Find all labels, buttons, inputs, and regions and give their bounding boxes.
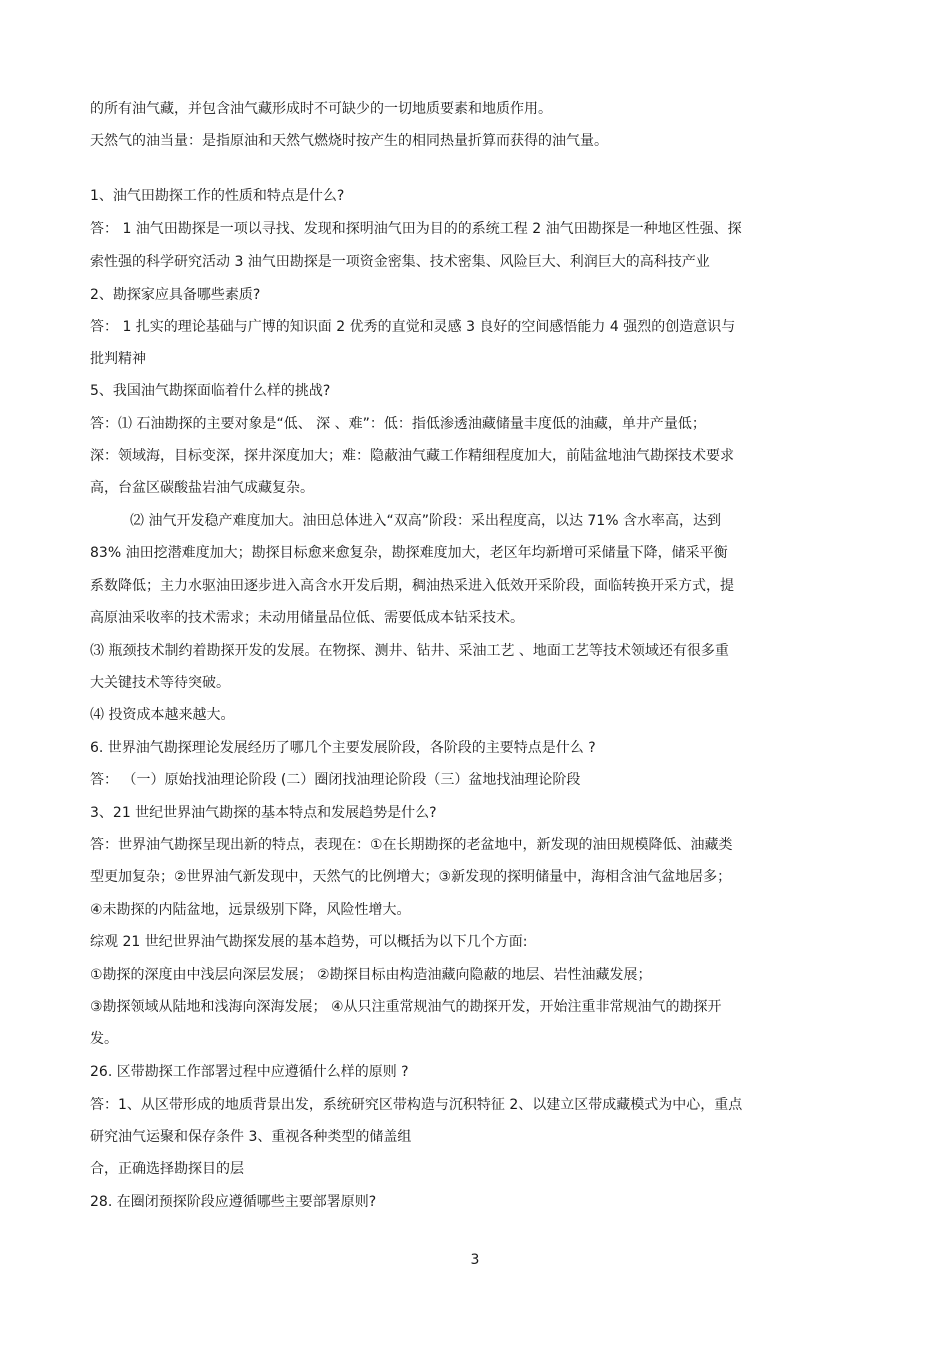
text-line: ①勘探的深度由中浅层向深层发展； ②勘探目标由构造油藏向隐蔽的地层、岩性油藏发展； — [90, 967, 652, 983]
question-heading: 5、我国油气勘探面临着什么样的挑战? — [90, 383, 331, 399]
text-line: 高，台盆区碳酸盐岩油气成藏复杂。 — [90, 480, 314, 496]
question-heading: 2、勘探家应具备哪些素质? — [90, 287, 261, 303]
text-line: 天然气的油当量：是指原油和天然气燃烧时按产生的相同热量折算而获得的油气量。 — [90, 133, 608, 149]
question-heading: 28. 在圈闭预探阶段应遵循哪些主要部署原则? — [90, 1194, 377, 1210]
question-heading: 1、油气田勘探工作的性质和特点是什么? — [90, 188, 345, 204]
text-line: 综观 21 世纪世界油气勘探发展的基本趋势，可以概括为以下几个方面: — [90, 934, 528, 950]
text-line: 83% 油田挖潜难度加大；勘探目标愈来愈复杂，勘探难度加大，老区年均新增可采储量下降，储采平衡 — [90, 545, 728, 561]
answer-line: 答： （一）原始找油理论阶段 (二）圈闭找油理论阶段（三）盆地找油理论阶段 — [90, 772, 581, 788]
page-number: 3 — [470, 1252, 480, 1268]
text-line: 索性强的科学研究活动 3 油气田勘探是一项资金密集、技术密集、风险巨大、利润巨大的高科技产业 — [90, 254, 710, 270]
text-line: ⑷ 投资成本越来越大。 — [90, 707, 235, 723]
text-line: ⑵ 油气开发稳产难度加大。油田总体进入“双高”阶段：采出程度高，以达 71% 含水率高，达到 — [130, 513, 721, 529]
text-line: 发。 — [90, 1031, 118, 1047]
question-heading: 6. 世界油气勘探理论发展经历了哪几个主要发展阶段，各阶段的主要特点是什么 ? — [90, 740, 596, 756]
text-line: 大关键技术等待突破。 — [90, 675, 230, 691]
answer-line: 答：世界油气勘探呈现出新的特点，表现在：①在长期勘探的老盆地中，新发现的油田规模降低、油藏类 — [90, 837, 733, 853]
text-line: 合，正确选择勘探目的层 — [90, 1161, 244, 1177]
question-heading: 26. 区带勘探工作部署过程中应遵循什么样的原则 ? — [90, 1064, 409, 1080]
text-line: 高原油采收率的技术需求；未动用储量品位低、需要低成本钻采技术。 — [90, 610, 524, 626]
text-line: ③勘探领域从陆地和浅海向深海发展； ④从只注重常规油气的勘探开发，开始注重非常规油气的勘探开 — [90, 999, 722, 1015]
answer-line: 答：1、从区带形成的地质背景出发，系统研究区带构造与沉积特征 2、以建立区带成藏模式为中心，重点 — [90, 1097, 743, 1113]
text-line: 研究油气运聚和保存条件 3、重视各种类型的储盖组 — [90, 1129, 412, 1145]
answer-line: 答：⑴ 石油勘探的主要对象是“低、 深 、难”：低：指低渗透油藏储量丰度低的油藏，单井产量低； — [90, 416, 706, 432]
question-heading: 3、21 世纪世界油气勘探的基本特点和发展趋势是什么? — [90, 805, 437, 821]
text-line: ④未勘探的内陆盆地，远景级别下降，风险性增大。 — [90, 902, 411, 918]
text-line: 型更加复杂；②世界油气新发现中，天然气的比例增大；③新发现的探明储量中，海相含油气盆地居多； — [90, 869, 732, 885]
answer-line: 答： 1 油气田勘探是一项以寻找、发现和探明油气田为目的的系统工程 2 油气田勘探是一种地区性强、探 — [90, 221, 742, 237]
text-line: 系数降低；主力水驱油田逐步进入高含水开发后期，稠油热采进入低效开采阶段，面临转换开采方式，提 — [90, 578, 734, 594]
answer-line: 答： 1 扎实的理论基础与广博的知识面 2 优秀的直觉和灵感 3 良好的空间感悟能力 4 强烈的创造意识与 — [90, 319, 736, 335]
text-line: 的所有油气藏，并包含油气藏形成时不可缺少的一切地质要素和地质作用。 — [90, 101, 552, 117]
text-line: 深：领域海，目标变深，探井深度加大；难：隐蔽油气藏工作精细程度加大，前陆盆地油气勘探技术要求 — [90, 448, 734, 464]
text-line: 批判精神 — [90, 351, 146, 367]
text-line: ⑶ 瓶颈技术制约着勘探开发的发展。在物探、测井、钻井、采油工艺 、地面工艺等技术领域还有很多重 — [90, 643, 729, 659]
